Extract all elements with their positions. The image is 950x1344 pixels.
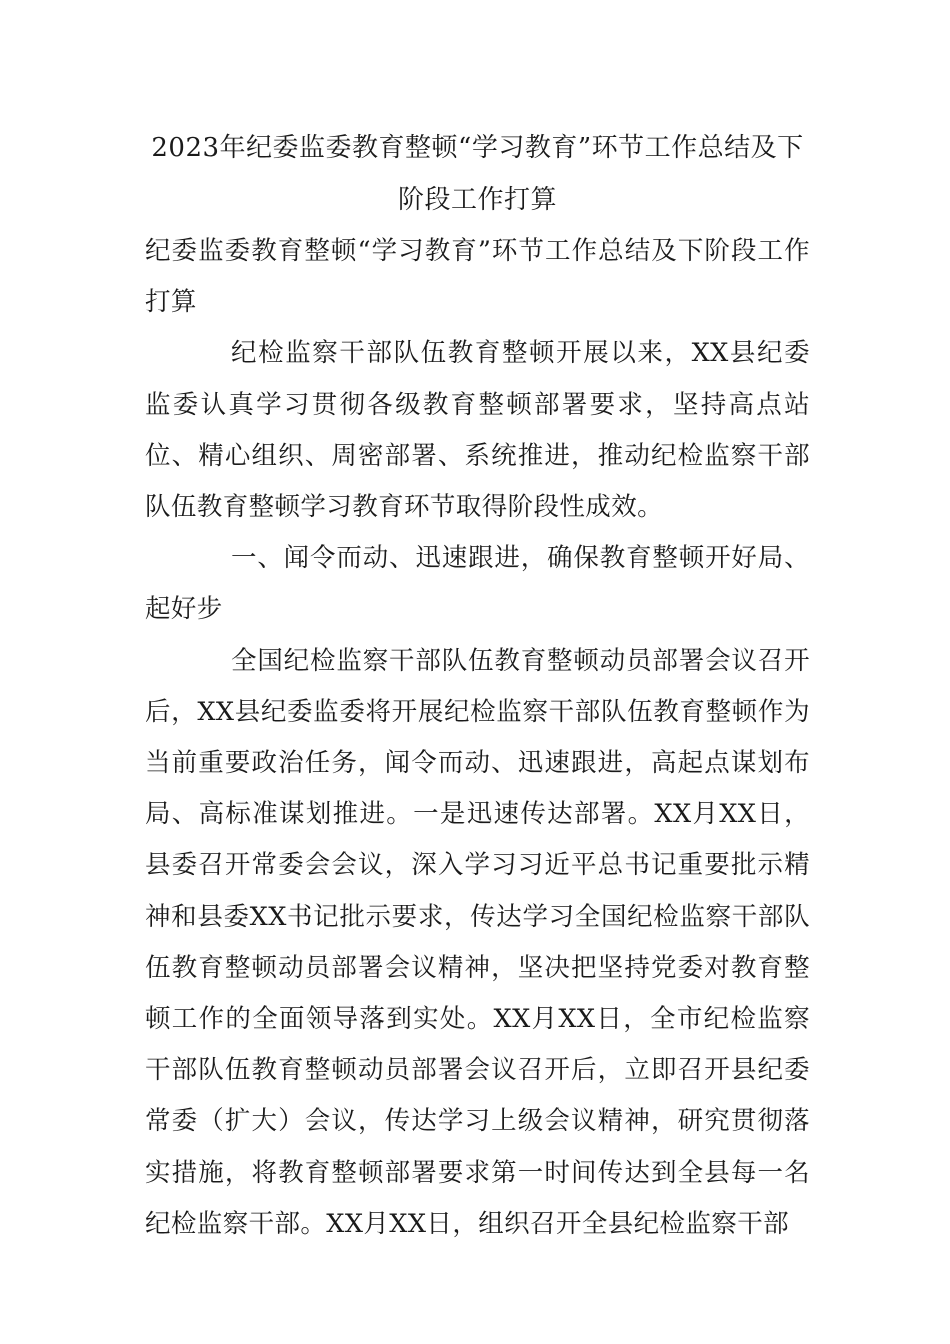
document-body bbox=[145, 226, 810, 1250]
section-heading: 一、闻令而动、迅速跟进，确保教育整顿开好局、起好步 bbox=[145, 543, 810, 625]
subtitle: 纪委监委教育整顿“学习教育”环节工作总结及下阶段工作打算 bbox=[145, 236, 810, 318]
intro-paragraph: 纪检监察干部队伍教育整顿开展以来，XX县纪委监委认真学习贯彻各级教育整顿部署要求，坚持高点站位、精心组织、周密部署、系统推进，推动纪检监察干部队伍教育整顿学习教育环节取得阶段性成效。 bbox=[145, 338, 810, 523]
title-line-1: 2023年纪委监委教育整顿“学习教育”环节工作总结及下 bbox=[151, 133, 804, 163]
body-paragraph: 全国纪检监察干部队伍教育整顿动员部署会议召开后，XX县纪委监委将开展纪检监察干部队伍教育整顿作为当前重要政治任务，闻令而动、迅速跟进，高起点谋划布局、高标准谋划推进。一是迅速传达部署。XX月XX日，县委召开常委会会议，深入学习习近平总书记重要批示精神和县委XX书记批示要求，传达学习全国纪检监察干部队伍教育整顿动员部署会议精神，坚决把坚持党委对教育整顿工作的全面领导落到实处。XX月XX日，全市纪检监察干部队伍教育整顿动员部署会议召开后，立即召开县纪委常委（扩大）会议，传达学习上级会议精神，研究贯彻落实措施，将教育整顿部署要求第一时间传达到全县每一名纪检监察干部。XX月XX日，组织召开全县纪检监察干部 bbox=[145, 645, 810, 1239]
title-line-2: 阶段工作打算 bbox=[397, 185, 557, 215]
document-title bbox=[145, 122, 810, 226]
